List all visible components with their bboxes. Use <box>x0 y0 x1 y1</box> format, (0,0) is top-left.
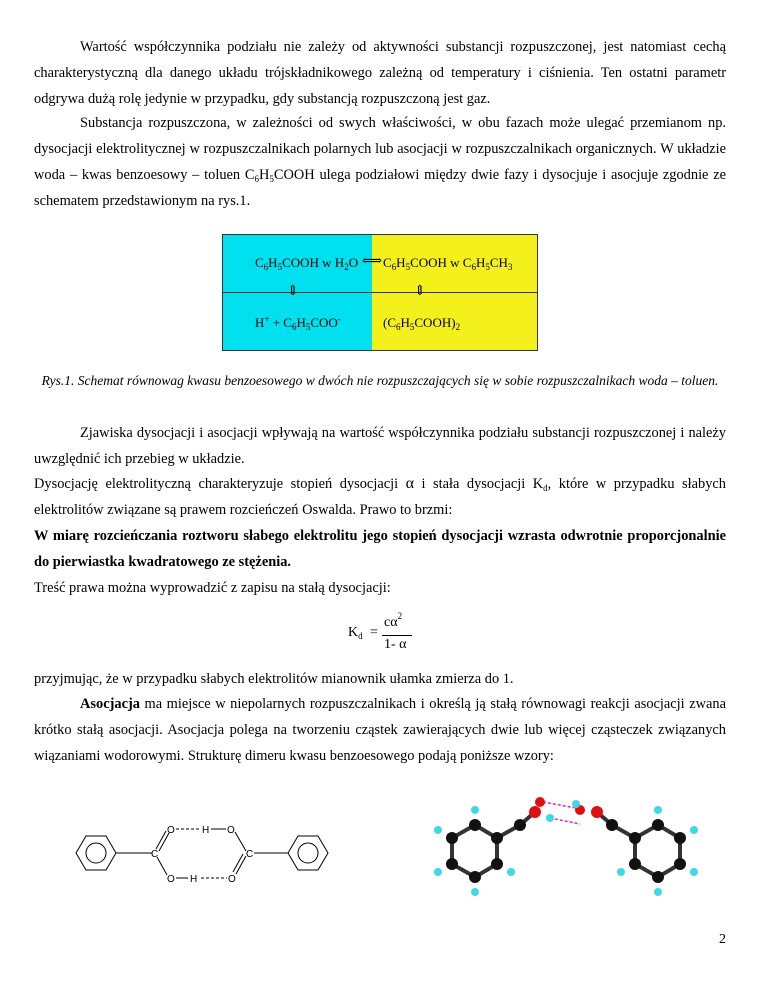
arrow-partition: ⟺ <box>362 254 383 269</box>
model-atom-carbon <box>491 832 503 844</box>
model-atom-hydrogen <box>654 806 662 814</box>
arrow-association: ⇕ <box>414 284 426 299</box>
bond-c-o-bottom-right-double <box>233 854 243 872</box>
paragraph-assumption: przyjmując, że w przypadku słabych elektrolitów mianownik ułamka zmierza do 1. <box>34 671 514 687</box>
paragraph-dissolved-substance: Substancja rozpuszczona, w zależności od swych właściwości, w obu fazach może ulegać przemianom np. dysocjacji elektrolitycznej w rozpuszczalnikach polarnych lub asocjacji w rozpuszczalnikach organicznych. W układzie woda – kwas benzoesowy – toluen $C_6H_5COOH$ ulega podziałowi między dwie fazy i dysocjuje i asocjuje zgodnie ze schematem przedstawionym na rys.1. <box>34 115 726 209</box>
formula-equals: = <box>370 625 378 640</box>
atom-h-top: H <box>202 825 210 836</box>
model-atom-hydrogen <box>690 826 698 834</box>
formula-k: $K_d$ <box>348 625 363 641</box>
atom-o-top-right: O <box>227 825 235 836</box>
paragraph-phenomena: Zjawiska dysocjacji i asocjacji wpływają na wartość współczynnika podziału substancji rozpuszczonej i należy uwzględnić ich przebieg w układzie. <box>34 425 726 467</box>
model-atom-carbon <box>629 832 641 844</box>
ostwald-law: W miarę rozcieńczania roztworu słabego elektrolitu jego stopień dysocjacji wzrasta odwrotnie proporcjonalnie do pierwiastka kwadratowego ze stężenia. <box>34 528 726 570</box>
paragraph-derivation: Treść prawa można wyprowadzić z zapisu na stałą dysocjacji: <box>34 580 391 596</box>
formula-numerator: $c\alpha^2$ <box>384 611 403 630</box>
model-hbond <box>543 802 576 808</box>
scheme-dimer: $(C_6H_5COOH)_2$ <box>383 315 461 332</box>
scheme-acid-in-water: $C_6H_5COOH$ w $H_2O$ <box>255 255 359 272</box>
atom-o-bottom-right: O <box>228 874 236 885</box>
model-atom-hydrogen <box>434 868 442 876</box>
dimer-structural-formula <box>70 815 340 890</box>
dimer-3d-model <box>430 790 700 900</box>
model-atom-carbon <box>674 832 686 844</box>
model-atom-carbon <box>491 858 503 870</box>
model-atom-carbon <box>446 832 458 844</box>
model-atom-hydrogen <box>546 814 554 822</box>
atom-h-bottom: H <box>190 874 198 885</box>
bond-o-c-top-right <box>235 832 246 851</box>
model-atom-carbon <box>469 819 481 831</box>
model-atom-carbon <box>446 858 458 870</box>
model-atom-hydrogen <box>690 868 698 876</box>
formula-denominator: 1- α <box>384 637 407 652</box>
model-atom-hydrogen <box>471 888 479 896</box>
model-atom-hydrogen <box>654 888 662 896</box>
page-number: 2 <box>719 932 726 947</box>
model-atom-carbon <box>674 858 686 870</box>
model-atom-hydrogen <box>617 868 625 876</box>
model-hbond <box>550 818 580 824</box>
model-atom-carbon <box>606 819 618 831</box>
model-atom-carbon <box>469 871 481 883</box>
model-atom-hydrogen <box>471 806 479 814</box>
bond-c-o-bottom-left <box>157 857 167 875</box>
scheme-acid-in-toluene: $C_6H_5COOH$ w $C_6H_5CH_3$ <box>383 255 513 272</box>
aromatic-circle-right <box>298 843 318 863</box>
paragraph-association: Asocjacja ma miejsce w niepolarnych rozpuszczalnikach i określą ją stałą równowagi reakcji asocjacji zwana krótko stałą asocjacji. Asocjacja polega na tworzeniu cząstek zawierających dwie lub więcej cząsteczek związanych wiązaniami wodorowymi. Strukturę dimeru kwasu benzoesowego podają poniższe wzory: <box>34 696 726 764</box>
equilibrium-scheme <box>222 234 538 351</box>
figure-caption: Rys.1. Schemat równowag kwasu benzoesowego w dwóch nie rozpuszczających się w sobie rozpuszczalnikach woda – toluen. <box>41 373 719 388</box>
bond-c-o-bottom-right <box>236 856 246 874</box>
paragraph-partition-coefficient: Wartość współczynnika podziału nie zależy od aktywności substancji rozpuszczonej, jest natomiast cechą charakterystyczną dla danego układu trójskładnikowego zależną od temperatury i ciśnienia. Ten ostatni parametr odgrywa dużą rolę jedynie w przypadku, gdy substancją rozpuszczoną jest gaz. <box>34 39 726 107</box>
aromatic-circle-left <box>86 843 106 863</box>
benzene-ring-left <box>76 836 116 870</box>
paragraph-dissociation: Dysocjację elektrolityczną charakteryzuje stopień dysocjacji α i stała dysocjacji $K_d$, które w przypadku słabych elektrolitów związane są prawem rozcieńczeń Oswalda. Prawo to brzmi: <box>34 475 726 518</box>
scheme-divider <box>223 292 537 293</box>
atom-c-right: C <box>246 849 254 860</box>
model-atom-carbon <box>652 871 664 883</box>
atom-o-top-left: O <box>167 825 175 836</box>
model-atom-oxygen <box>535 797 545 807</box>
benzene-ring-right <box>288 836 328 870</box>
model-atom-carbon <box>629 858 641 870</box>
model-atom-oxygen <box>591 806 603 818</box>
model-atom-hydrogen <box>434 826 442 834</box>
fraction-bar <box>382 635 412 636</box>
atom-c-left: C <box>151 849 159 860</box>
model-atom-oxygen <box>529 806 541 818</box>
bond-c-o-top-left <box>156 831 166 849</box>
model-atom-carbon <box>652 819 664 831</box>
model-atom-hydrogen <box>507 868 515 876</box>
model-atom-hydrogen <box>572 800 580 808</box>
arrow-dissociation: ⇕ <box>287 284 299 299</box>
scheme-ions: $H^+ + C_6H_5COO^-$ <box>255 314 341 332</box>
atom-o-bottom-left: O <box>167 874 175 885</box>
model-atom-carbon <box>514 819 526 831</box>
